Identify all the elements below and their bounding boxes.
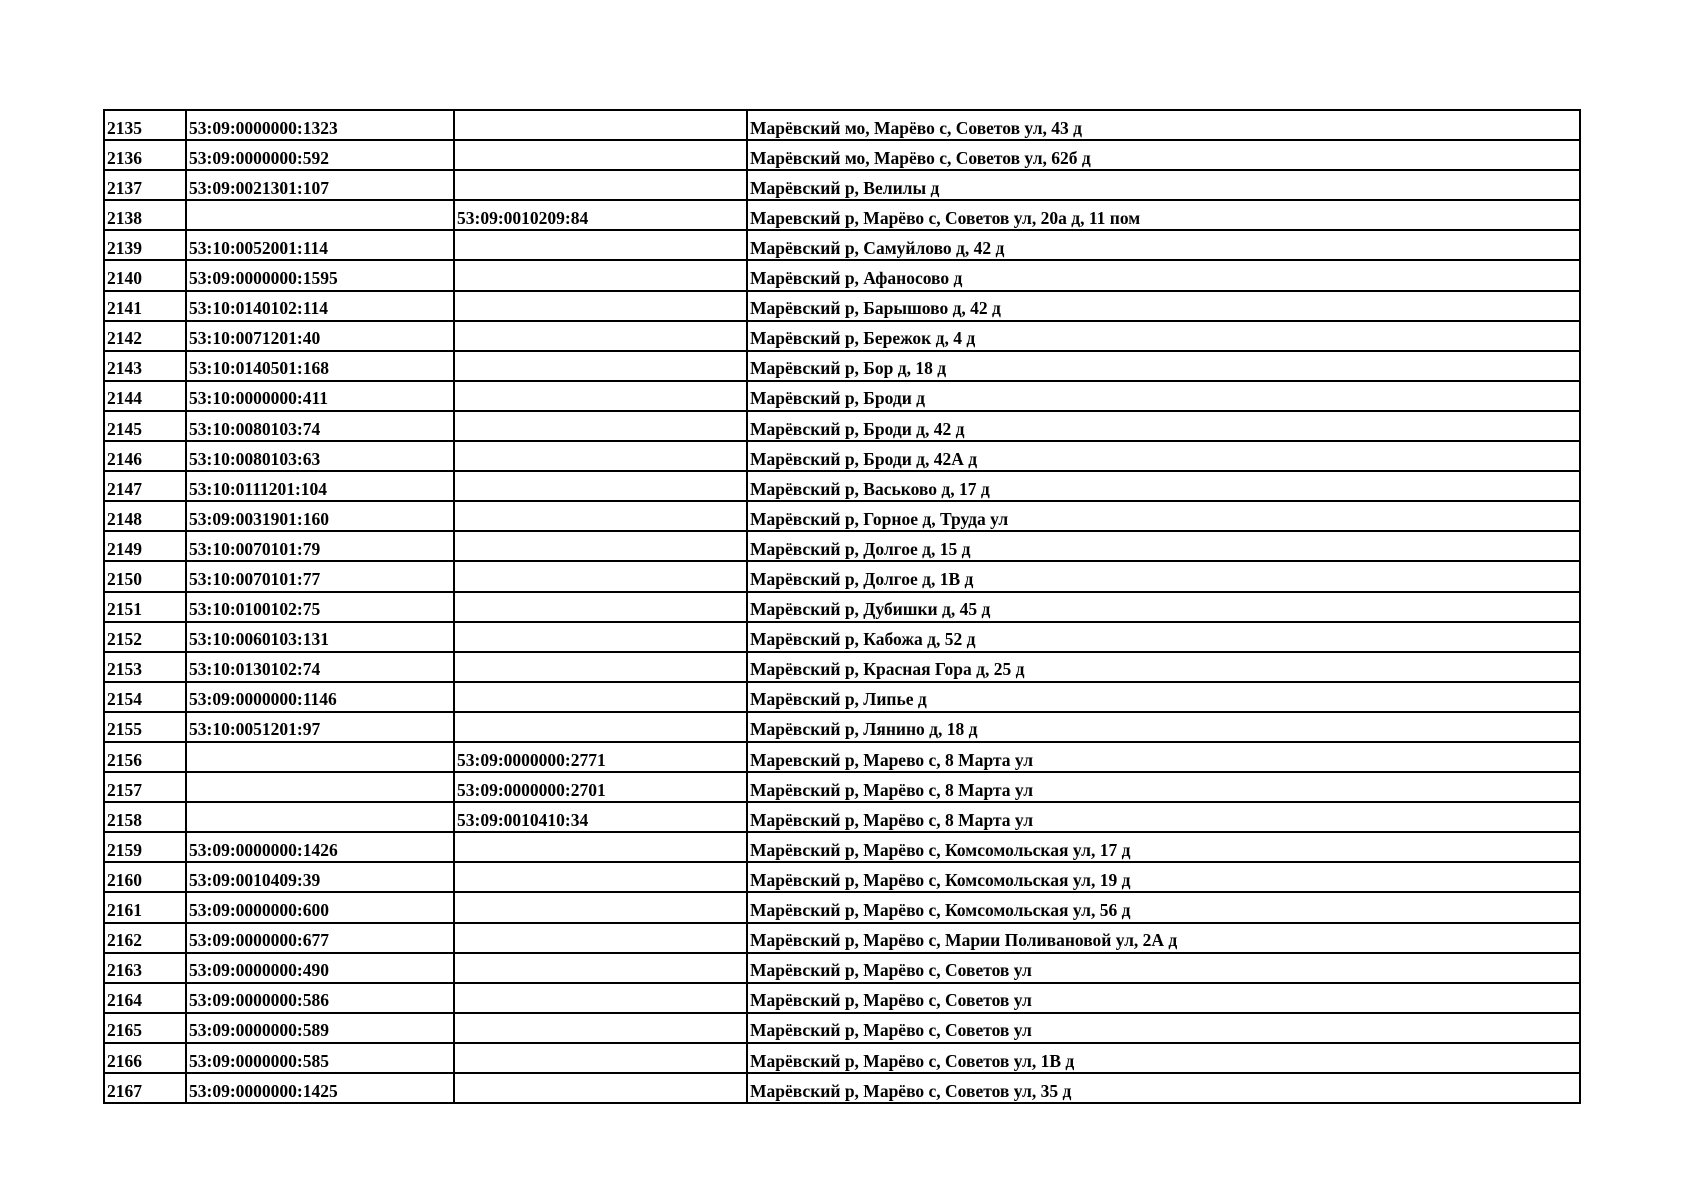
- table-row: [104, 652, 1580, 682]
- linked-cadastral-number-cell: [454, 682, 747, 712]
- linked-cadastral-number-cell: [454, 411, 747, 441]
- table-row: [104, 140, 1580, 170]
- cadastral-number-cell: 53:10:0080103:74: [186, 411, 454, 441]
- table-row: [104, 531, 1580, 561]
- table-row: [104, 501, 1580, 531]
- row-number-cell: 2139: [104, 230, 186, 260]
- cadastral-number-cell: 53:09:0000000:592: [186, 140, 454, 170]
- address-cell: Марёвский мо, Марёво с, Советов ул, 43 д: [747, 110, 1580, 140]
- table-row: [104, 592, 1580, 622]
- row-number-cell: 2156: [104, 742, 186, 772]
- cadastral-number-cell: 53:10:0130102:74: [186, 652, 454, 682]
- address-cell: Марёвский р, Афаносово д: [747, 260, 1580, 290]
- cadastral-number-cell: 53:09:0000000:490: [186, 953, 454, 983]
- linked-cadastral-number-cell: [454, 622, 747, 652]
- row-number-cell: 2137: [104, 170, 186, 200]
- address-cell: Марёвский р, Долгое д, 15 д: [747, 531, 1580, 561]
- row-number-cell: 2155: [104, 712, 186, 742]
- table-row: [104, 682, 1580, 712]
- linked-cadastral-number-cell: [454, 561, 747, 591]
- address-cell: Марёвский р, Красная Гора д, 25 д: [747, 652, 1580, 682]
- cadastral-number-cell: 53:10:0140501:168: [186, 351, 454, 381]
- cadastral-number-cell: 53:09:0000000:1146: [186, 682, 454, 712]
- address-cell: Марёвский р, Лянино д, 18 д: [747, 712, 1580, 742]
- linked-cadastral-number-cell: [454, 170, 747, 200]
- property-table: [103, 109, 1581, 1104]
- table-row: [104, 291, 1580, 321]
- linked-cadastral-number-cell: [454, 652, 747, 682]
- table-row: [104, 862, 1580, 892]
- linked-cadastral-number-cell: 53:09:0000000:2701: [454, 772, 747, 802]
- row-number-cell: 2161: [104, 892, 186, 922]
- table-row: [104, 110, 1580, 140]
- linked-cadastral-number-cell: [454, 230, 747, 260]
- linked-cadastral-number-cell: [454, 110, 747, 140]
- table-row: [104, 923, 1580, 953]
- cadastral-number-cell: 53:09:0000000:585: [186, 1043, 454, 1073]
- address-cell: Марёвский р, Горное д, Труда ул: [747, 501, 1580, 531]
- cadastral-number-cell: [186, 742, 454, 772]
- cadastral-number-cell: 53:10:0071201:40: [186, 321, 454, 351]
- row-number-cell: 2158: [104, 802, 186, 832]
- address-cell: Марёвский р, Марёво с, Комсомольская ул, 19 д: [747, 862, 1580, 892]
- row-number-cell: 2164: [104, 983, 186, 1013]
- table-row: [104, 742, 1580, 772]
- table-row: [104, 411, 1580, 441]
- cadastral-number-cell: 53:09:0000000:586: [186, 983, 454, 1013]
- address-cell: Марёвский р, Кабожа д, 52 д: [747, 622, 1580, 652]
- document-page: [103, 109, 1581, 1104]
- linked-cadastral-number-cell: 53:09:0010209:84: [454, 200, 747, 230]
- cadastral-number-cell: 53:09:0031901:160: [186, 501, 454, 531]
- linked-cadastral-number-cell: [454, 321, 747, 351]
- row-number-cell: 2144: [104, 381, 186, 411]
- table-row: [104, 772, 1580, 802]
- cadastral-number-cell: 53:09:0000000:1323: [186, 110, 454, 140]
- address-cell: Марёвский р, Броди д: [747, 381, 1580, 411]
- table-body: [104, 110, 1580, 1103]
- cadastral-number-cell: 53:10:0100102:75: [186, 592, 454, 622]
- linked-cadastral-number-cell: [454, 712, 747, 742]
- cadastral-number-cell: 53:10:0080103:63: [186, 441, 454, 471]
- linked-cadastral-number-cell: [454, 1073, 747, 1103]
- cadastral-number-cell: 53:09:0000000:1595: [186, 260, 454, 290]
- address-cell: Марёвский р, Марёво с, Советов ул: [747, 1013, 1580, 1043]
- linked-cadastral-number-cell: [454, 862, 747, 892]
- linked-cadastral-number-cell: [454, 501, 747, 531]
- table-row: [104, 892, 1580, 922]
- address-cell: Марёвский р, Броди д, 42А д: [747, 441, 1580, 471]
- address-cell: Марёвский р, Дубишки д, 45 д: [747, 592, 1580, 622]
- table-row: [104, 1043, 1580, 1073]
- linked-cadastral-number-cell: [454, 531, 747, 561]
- table-row: [104, 170, 1580, 200]
- table-row: [104, 561, 1580, 591]
- table-row: [104, 351, 1580, 381]
- row-number-cell: 2167: [104, 1073, 186, 1103]
- cadastral-number-cell: 53:10:0140102:114: [186, 291, 454, 321]
- address-cell: Марёвский р, Барышово д, 42 д: [747, 291, 1580, 321]
- row-number-cell: 2162: [104, 923, 186, 953]
- address-cell: Марёвский р, Бор д, 18 д: [747, 351, 1580, 381]
- linked-cadastral-number-cell: [454, 1043, 747, 1073]
- table-row: [104, 983, 1580, 1013]
- cadastral-number-cell: 53:09:0010409:39: [186, 862, 454, 892]
- row-number-cell: 2136: [104, 140, 186, 170]
- table-row: [104, 200, 1580, 230]
- linked-cadastral-number-cell: [454, 1013, 747, 1043]
- row-number-cell: 2150: [104, 561, 186, 591]
- cadastral-number-cell: [186, 200, 454, 230]
- address-cell: Марёвский р, Марёво с, Комсомольская ул, 17 д: [747, 832, 1580, 862]
- table-row: [104, 1013, 1580, 1043]
- linked-cadastral-number-cell: [454, 983, 747, 1013]
- table-row: [104, 260, 1580, 290]
- cadastral-number-cell: 53:09:0000000:1426: [186, 832, 454, 862]
- row-number-cell: 2151: [104, 592, 186, 622]
- row-number-cell: 2163: [104, 953, 186, 983]
- cadastral-number-cell: 53:09:0000000:600: [186, 892, 454, 922]
- table-row: [104, 381, 1580, 411]
- cadastral-number-cell: 53:10:0060103:131: [186, 622, 454, 652]
- address-cell: Марёвский р, Васьково д, 17 д: [747, 471, 1580, 501]
- linked-cadastral-number-cell: [454, 291, 747, 321]
- cadastral-number-cell: 53:09:0000000:1425: [186, 1073, 454, 1103]
- address-cell: Марёвский р, Броди д, 42 д: [747, 411, 1580, 441]
- cadastral-number-cell: 53:09:0000000:589: [186, 1013, 454, 1043]
- linked-cadastral-number-cell: 53:09:0000000:2771: [454, 742, 747, 772]
- address-cell: Марёвский р, Марёво с, Советов ул, 35 д: [747, 1073, 1580, 1103]
- table-row: [104, 832, 1580, 862]
- linked-cadastral-number-cell: [454, 381, 747, 411]
- table-row: [104, 321, 1580, 351]
- address-cell: Марёвский р, Марёво с, Комсомольская ул, 56 д: [747, 892, 1580, 922]
- row-number-cell: 2146: [104, 441, 186, 471]
- row-number-cell: 2138: [104, 200, 186, 230]
- row-number-cell: 2157: [104, 772, 186, 802]
- row-number-cell: 2153: [104, 652, 186, 682]
- row-number-cell: 2160: [104, 862, 186, 892]
- linked-cadastral-number-cell: [454, 892, 747, 922]
- table-row: [104, 953, 1580, 983]
- row-number-cell: 2149: [104, 531, 186, 561]
- cadastral-number-cell: 53:10:0051201:97: [186, 712, 454, 742]
- row-number-cell: 2165: [104, 1013, 186, 1043]
- cadastral-number-cell: 53:10:0000000:411: [186, 381, 454, 411]
- address-cell: Маревский р, Марёво с, Советов ул, 20а д, 11 пом: [747, 200, 1580, 230]
- table-row: [104, 622, 1580, 652]
- address-cell: Марёвский р, Марёво с, 8 Марта ул: [747, 802, 1580, 832]
- linked-cadastral-number-cell: [454, 923, 747, 953]
- linked-cadastral-number-cell: [454, 953, 747, 983]
- row-number-cell: 2141: [104, 291, 186, 321]
- linked-cadastral-number-cell: [454, 441, 747, 471]
- cadastral-number-cell: 53:10:0070101:79: [186, 531, 454, 561]
- cadastral-number-cell: 53:10:0070101:77: [186, 561, 454, 591]
- address-cell: Марёвский р, Бережок д, 4 д: [747, 321, 1580, 351]
- row-number-cell: 2166: [104, 1043, 186, 1073]
- address-cell: Марёвский р, Велилы д: [747, 170, 1580, 200]
- cadastral-number-cell: [186, 772, 454, 802]
- address-cell: Марёвский р, Марёво с, Советов ул, 1В д: [747, 1043, 1580, 1073]
- cadastral-number-cell: 53:09:0021301:107: [186, 170, 454, 200]
- cadastral-number-cell: 53:10:0052001:114: [186, 230, 454, 260]
- row-number-cell: 2159: [104, 832, 186, 862]
- row-number-cell: 2145: [104, 411, 186, 441]
- table-row: [104, 441, 1580, 471]
- address-cell: Марёвский мо, Марёво с, Советов ул, 62б д: [747, 140, 1580, 170]
- linked-cadastral-number-cell: [454, 471, 747, 501]
- linked-cadastral-number-cell: [454, 260, 747, 290]
- row-number-cell: 2154: [104, 682, 186, 712]
- address-cell: Марёвский р, Самуйлово д, 42 д: [747, 230, 1580, 260]
- table-row: [104, 230, 1580, 260]
- table-row: [104, 802, 1580, 832]
- linked-cadastral-number-cell: [454, 140, 747, 170]
- table-row: [104, 712, 1580, 742]
- row-number-cell: 2147: [104, 471, 186, 501]
- address-cell: Маревский р, Марево с, 8 Марта ул: [747, 742, 1580, 772]
- table-row: [104, 471, 1580, 501]
- row-number-cell: 2135: [104, 110, 186, 140]
- address-cell: Марёвский р, Марёво с, Советов ул: [747, 953, 1580, 983]
- row-number-cell: 2142: [104, 321, 186, 351]
- linked-cadastral-number-cell: [454, 592, 747, 622]
- table-row: [104, 1073, 1580, 1103]
- cadastral-number-cell: [186, 802, 454, 832]
- linked-cadastral-number-cell: 53:09:0010410:34: [454, 802, 747, 832]
- row-number-cell: 2152: [104, 622, 186, 652]
- address-cell: Марёвский р, Липье д: [747, 682, 1580, 712]
- address-cell: Марёвский р, Марёво с, Советов ул: [747, 983, 1580, 1013]
- address-cell: Марёвский р, Долгое д, 1В д: [747, 561, 1580, 591]
- row-number-cell: 2143: [104, 351, 186, 381]
- linked-cadastral-number-cell: [454, 832, 747, 862]
- cadastral-number-cell: 53:09:0000000:677: [186, 923, 454, 953]
- row-number-cell: 2140: [104, 260, 186, 290]
- cadastral-number-cell: 53:10:0111201:104: [186, 471, 454, 501]
- address-cell: Марёвский р, Марёво с, Марии Поливановой ул, 2А д: [747, 923, 1580, 953]
- address-cell: Марёвский р, Марёво с, 8 Марта ул: [747, 772, 1580, 802]
- linked-cadastral-number-cell: [454, 351, 747, 381]
- row-number-cell: 2148: [104, 501, 186, 531]
